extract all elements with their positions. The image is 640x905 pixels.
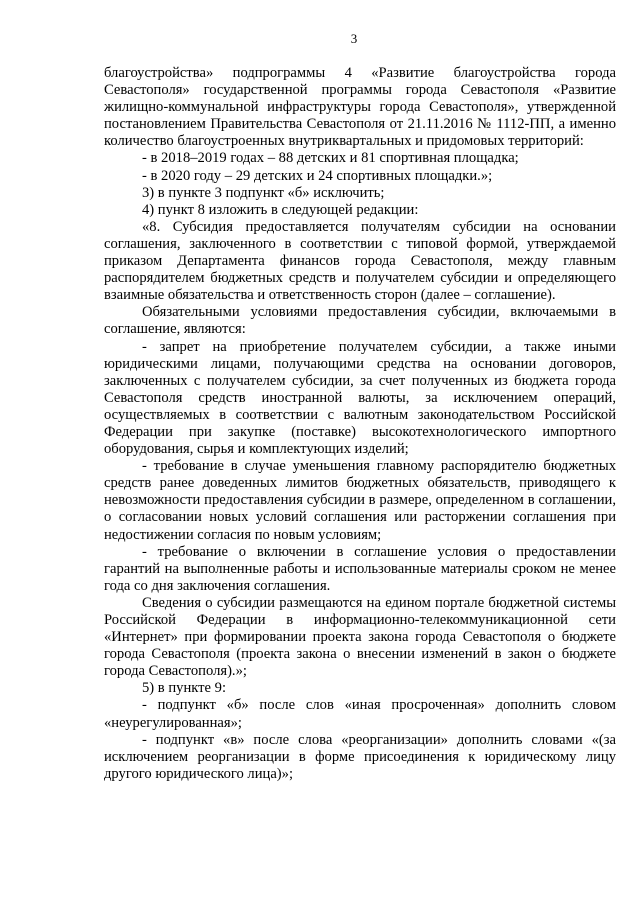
amendment-item-5: 5) в пункте 9:: [142, 680, 227, 697]
paragraph-continuation: благоустройства» подпрограммы 4 «Развитие благоустройства города Севастополя» государственной программы города Севастополя «Развитие жилищно-коммунальной инфраструктуры города Севастополя», утвержденной постановлением Правительства Севастополя от 21.11.2016 № 1112-ПП, а именно количество благоустроенных внутриквартальных и придомовых территорий:: [104, 65, 616, 150]
list-item-2020: - в 2020 году – 29 детских и 24 спортивных площадки.»;: [142, 167, 493, 184]
paragraph-subsidy-clause-8: «8. Субсидия предоставляется получателям субсидии на основании соглашения, заключенного в соответствии с типовой формой, утверждаемой приказом Департамента финансов города Севастополя, между главным распорядителем бюджетных средств и получателем субсидии и определяющего взаимные обязательства и ответственность сторон (далее – соглашение).: [104, 218, 616, 304]
paragraph-mandatory-conditions: Обязательными условиями предоставления субсидии, включаемыми в соглашение, являются:: [104, 304, 616, 338]
condition-currency-ban: - запрет на приобретение получателем субсидии, а также иными юридическими лицами, получающими средства на основании договоров, заключенных с получателем субсидии, за счет полученных из бюджета города Севастополя средств иностранной валюты, за исключением операций, осуществляемых в соответствии с валютным законодательством Российской Федерации при закупке (поставке) высокотехнологического импортного оборудования, сырья и комплектующих изделий;: [104, 338, 616, 458]
condition-limits-reduction: - требование в случае уменьшения главному распорядителю бюджетных средств ранее доведенных лимитов бюджетных обязательств, приводящего к невозможности предоставления субсидии в размере, определенном в соглашении, о согласовании новых условий соглашения или расторжении соглашения при недостижении согласия по новым условиям;: [104, 458, 616, 543]
page-number: 3: [350, 31, 358, 46]
condition-guarantees: - требование о включении в соглашение условия о предоставлении гарантий на выполненные работы и использованные материалы сроком не менее года со дня заключения соглашения.: [104, 543, 616, 594]
sub-item-b: - подпункт «б» после слов «иная просроченная» дополнить словом «неурегулированная»;: [104, 697, 616, 731]
amendment-item-4: 4) пункт 8 изложить в следующей редакции:: [142, 201, 419, 218]
sub-item-v: - подпункт «в» после слова «реорганизации» дополнить словами «(за исключением реорганизации в форме присоединения к юридическому лицу другого юридического лица)»;: [104, 731, 616, 782]
paragraph-subsidy-info-portal: Сведения о субсидии размещаются на едином портале бюджетной системы Российской Федерации в информационно-телекоммуникационной сети «Интернет» при формировании проекта закона города Севастополя о бюджете города Севастополя (проекта закона о внесении изменений в закон о бюджете города Севастополя).»;: [104, 594, 616, 680]
list-item-2018-2019: - в 2018–2019 годах – 88 детских и 81 спортивная площадка;: [142, 150, 519, 167]
amendment-item-3: 3) в пункте 3 подпункт «б» исключить;: [142, 184, 385, 201]
document-body: [104, 65, 616, 783]
